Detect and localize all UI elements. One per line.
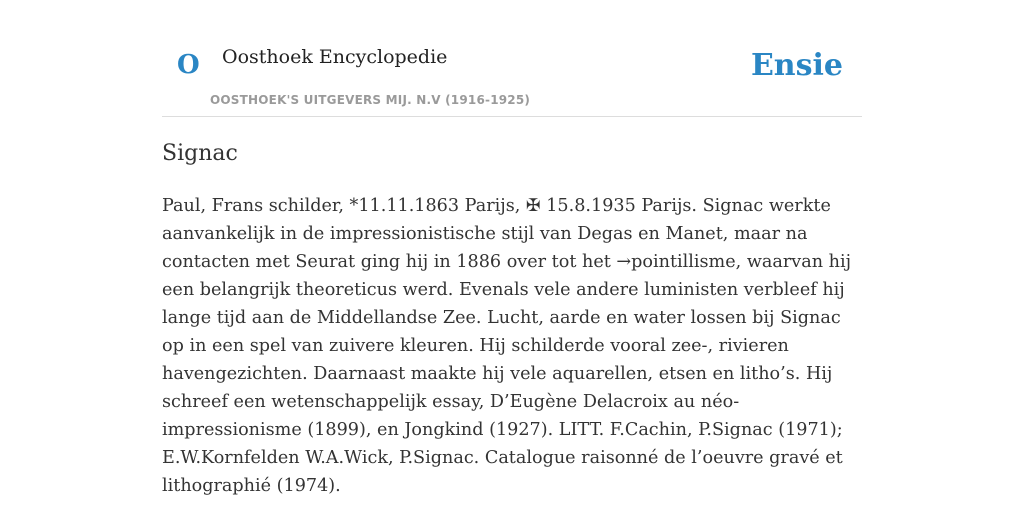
ensie-logo[interactable]: Ensie: [750, 48, 843, 83]
entry-title: Signac: [162, 141, 238, 166]
encyclopedia-title[interactable]: Oosthoek Encyclopedie: [222, 46, 448, 68]
entry-text-part-1: Paul, Frans schilder, *11.11.1863 Parijs, ✠ 15.8.1935 Parijs. Signac werkte aanvankelijk in de impressionistische stijl van Degas en Manet, maar na contacten met Seurat ging hij in 1886 over tot het: [162, 196, 831, 272]
pointillisme-link[interactable]: →pointillisme: [616, 252, 736, 272]
entry-body: [162, 192, 862, 500]
entry-text-part-2: , waarvan hij een belangrijk theoreticus werd. Evenals vele andere luministen verbleef hij lange tijd aan de Middellandse Zee. Lucht, aarde en water lossen bij Signac op in een spel van zuivere kleuren. Hij schilderde vooral zee-, rivieren havengezichten. Daarnaast maakte hij vele aquarellen, etsen en litho’s. Hij schreef een wetenschappelijk essay, D’Eugène Delacroix au néo-impressionisme (1899), en Jongkind (1927). LITT. F.Cachin, P.Signac (1971); E.W.Kornfelden W.A.Wick, P.Signac. Catalogue raisonné de l’oeuvre gravé et lithographié (1974).: [162, 252, 852, 496]
encyclopedia-logo-icon[interactable]: O: [177, 50, 200, 80]
publisher-subtitle: OOSTHOEK'S UITGEVERS MIJ. N.V (1916-1925): [210, 93, 531, 107]
header: [162, 40, 862, 117]
